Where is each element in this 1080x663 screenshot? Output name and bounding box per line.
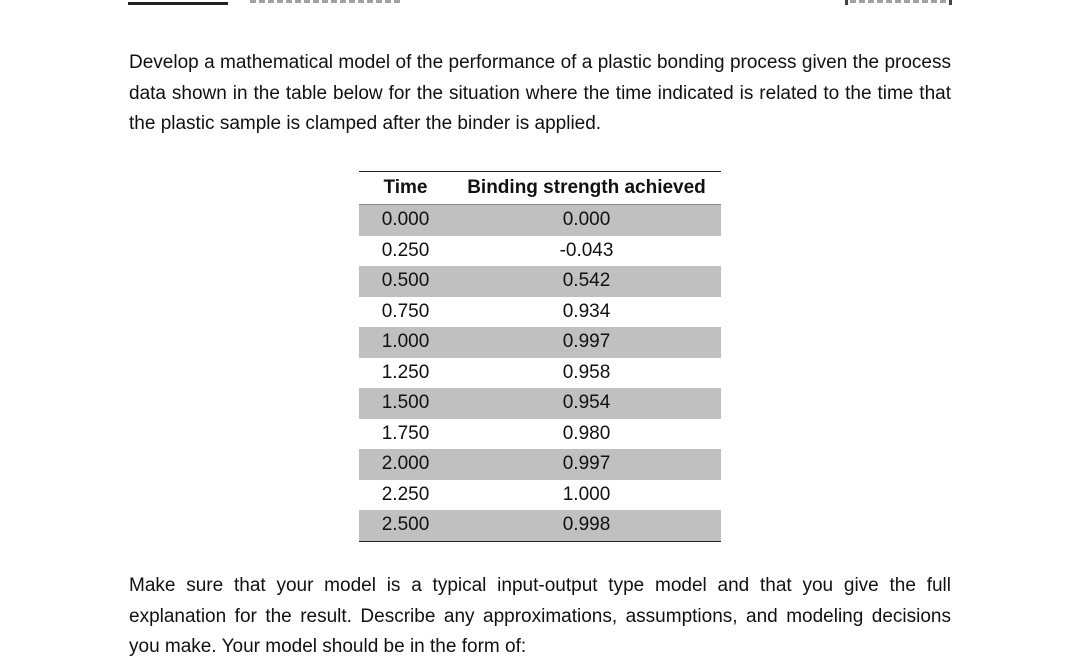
time-cell: 1.500 [359, 388, 452, 419]
table-header-row [359, 172, 721, 205]
strength-cell: 0.000 [452, 205, 721, 236]
time-cell: 1.000 [359, 327, 452, 358]
time-cell: 0.250 [381, 239, 430, 261]
table-row [359, 510, 721, 541]
time-cell: 1.250 [381, 361, 430, 383]
strength-cell: 0.954 [452, 388, 721, 419]
table-row [359, 419, 721, 450]
time-cell: 0.500 [359, 266, 452, 297]
table-row [359, 388, 721, 419]
strength-cell: 0.958 [562, 361, 611, 383]
time-cell: 0.750 [381, 300, 430, 322]
table-row [359, 236, 721, 267]
strength-cell: 0.980 [562, 422, 611, 444]
header-binding-strength: Binding strength achieved [452, 172, 721, 205]
header-underline [128, 2, 228, 5]
header-bracket-right [949, 0, 952, 5]
table-row [359, 205, 721, 236]
table-row [359, 327, 721, 358]
table-row [359, 480, 721, 511]
strength-cell: 1.000 [562, 483, 611, 505]
table-row [359, 266, 721, 297]
table-row [359, 358, 721, 389]
header-bracket-left [845, 0, 848, 5]
header-marks-remnant [850, 0, 948, 3]
strength-cell: 0.997 [452, 449, 721, 480]
strength-cell: 0.998 [452, 510, 721, 541]
time-cell: 2.000 [359, 449, 452, 480]
table-row [359, 449, 721, 480]
time-cell: 2.250 [381, 483, 430, 505]
strength-cell: 0.997 [452, 327, 721, 358]
time-cell: 2.500 [359, 510, 452, 541]
time-cell: 1.750 [381, 422, 430, 444]
closing-paragraph: Make sure that your model is a typical input-output type model and that you give the full explanation for the result. Describe any approximations, assumptions, and modeling decisions you make. Your model should be in the form of: [129, 575, 951, 658]
header-time: Time [359, 172, 452, 205]
process-data-table [359, 171, 721, 542]
clipped-question-header [128, 0, 952, 6]
table-row [359, 297, 721, 328]
strength-cell: 0.542 [452, 266, 721, 297]
strength-cell: -0.043 [559, 239, 614, 261]
time-cell: 0.000 [359, 205, 452, 236]
intro-paragraph: Develop a mathematical model of the performance of a plastic bonding process given the process data shown in the table below for the situation where the time indicated is related to the time that the plastic sample is clamped after the binder is applied. [129, 52, 951, 135]
strength-cell: 0.934 [562, 300, 611, 322]
header-title-remnant [250, 0, 400, 3]
